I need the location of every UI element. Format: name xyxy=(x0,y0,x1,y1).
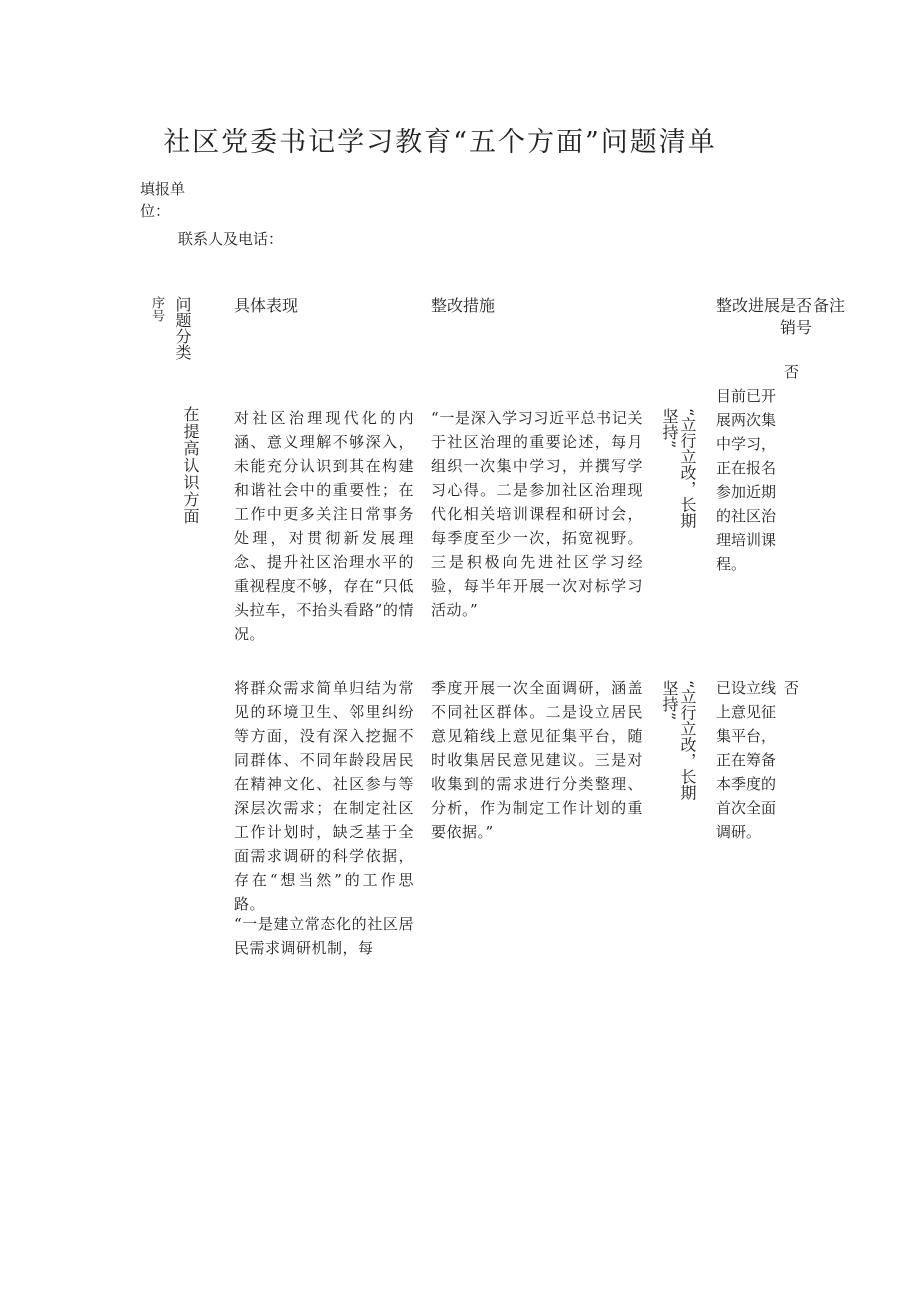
row2-measures: 季度开展一次全面调研，涵盖不同社区群体。二是设立居民意见箱线上意见征集平台，随时收集居民意见建议。三是对收集到的需求进行分类整理、分析，作为制定工作计划的重要依据。” xyxy=(431,679,643,841)
row1-manifestation: 对社区治理现代化的内涵、意义理解不够深入，未能充分认识到其在构建和谐社会中的重要性；在工作中更多关注日常事务处理，对贯彻新发展理念、提升社区治理水平的重视程度不够，存在“只低头拉车，不抬头看路”的情况。 xyxy=(234,409,414,643)
fill-unit-label: 填报单位： xyxy=(140,180,186,220)
header-remark: 备注 xyxy=(813,296,846,315)
header-sign-off: 是否销号 xyxy=(780,296,813,337)
row1-progress: 目前已开展两次集中学习，正在报名参加近期的社区治理培训课程。 xyxy=(716,387,777,573)
row2-sign-off: 否 xyxy=(784,679,800,697)
header-manifestation: 具体表现 xyxy=(234,296,299,315)
row2-measures-start: “一是建立常态化的社区居民需求调研机制，每 xyxy=(234,915,414,957)
row1-measures: “一是深入学习习近平总书记关于社区治理的重要论述，每月组织一次集中学习，并撰写学习心得。二是参加社区治理现代化相关培训课程和研讨会，每季度至少一次，拓宽视野。三是积极向先进社区学习经验，每半年开展一次对标学习活动。” xyxy=(431,409,643,619)
header-category: 问题分类 xyxy=(173,296,192,360)
header-measures: 整改措施 xyxy=(431,296,496,315)
header-progress: 整改进展 xyxy=(716,296,781,315)
document-title: 社区党委书记学习教育“五个方面”问题清单 xyxy=(163,127,717,158)
row1-time-limit: “立行立改，长期坚持” xyxy=(660,408,697,529)
contact-label: 联系人及电话： xyxy=(178,230,284,248)
header-seq: 序号 xyxy=(149,296,164,322)
row1-sign-off: 否 xyxy=(784,363,800,381)
row1-category: 在提高认识方面 xyxy=(181,406,200,525)
row2-manifestation: 将群众需求简单归结为常见的环境卫生、邻里纠纷等方面，没有深入挖掘不同群体、不同年龄段居民在精神文化、社区参与等深层次需求；在制定社区工作计划时，缺乏基于全面需求调研的科学依据，存在“想当然”的工作思路。 xyxy=(234,679,414,913)
row2-time-limit: “立行立改，长期坚持” xyxy=(660,680,697,801)
row2-progress: 已设立线上意见征集平台，正在筹备本季度的首次全面调研。 xyxy=(716,679,777,841)
